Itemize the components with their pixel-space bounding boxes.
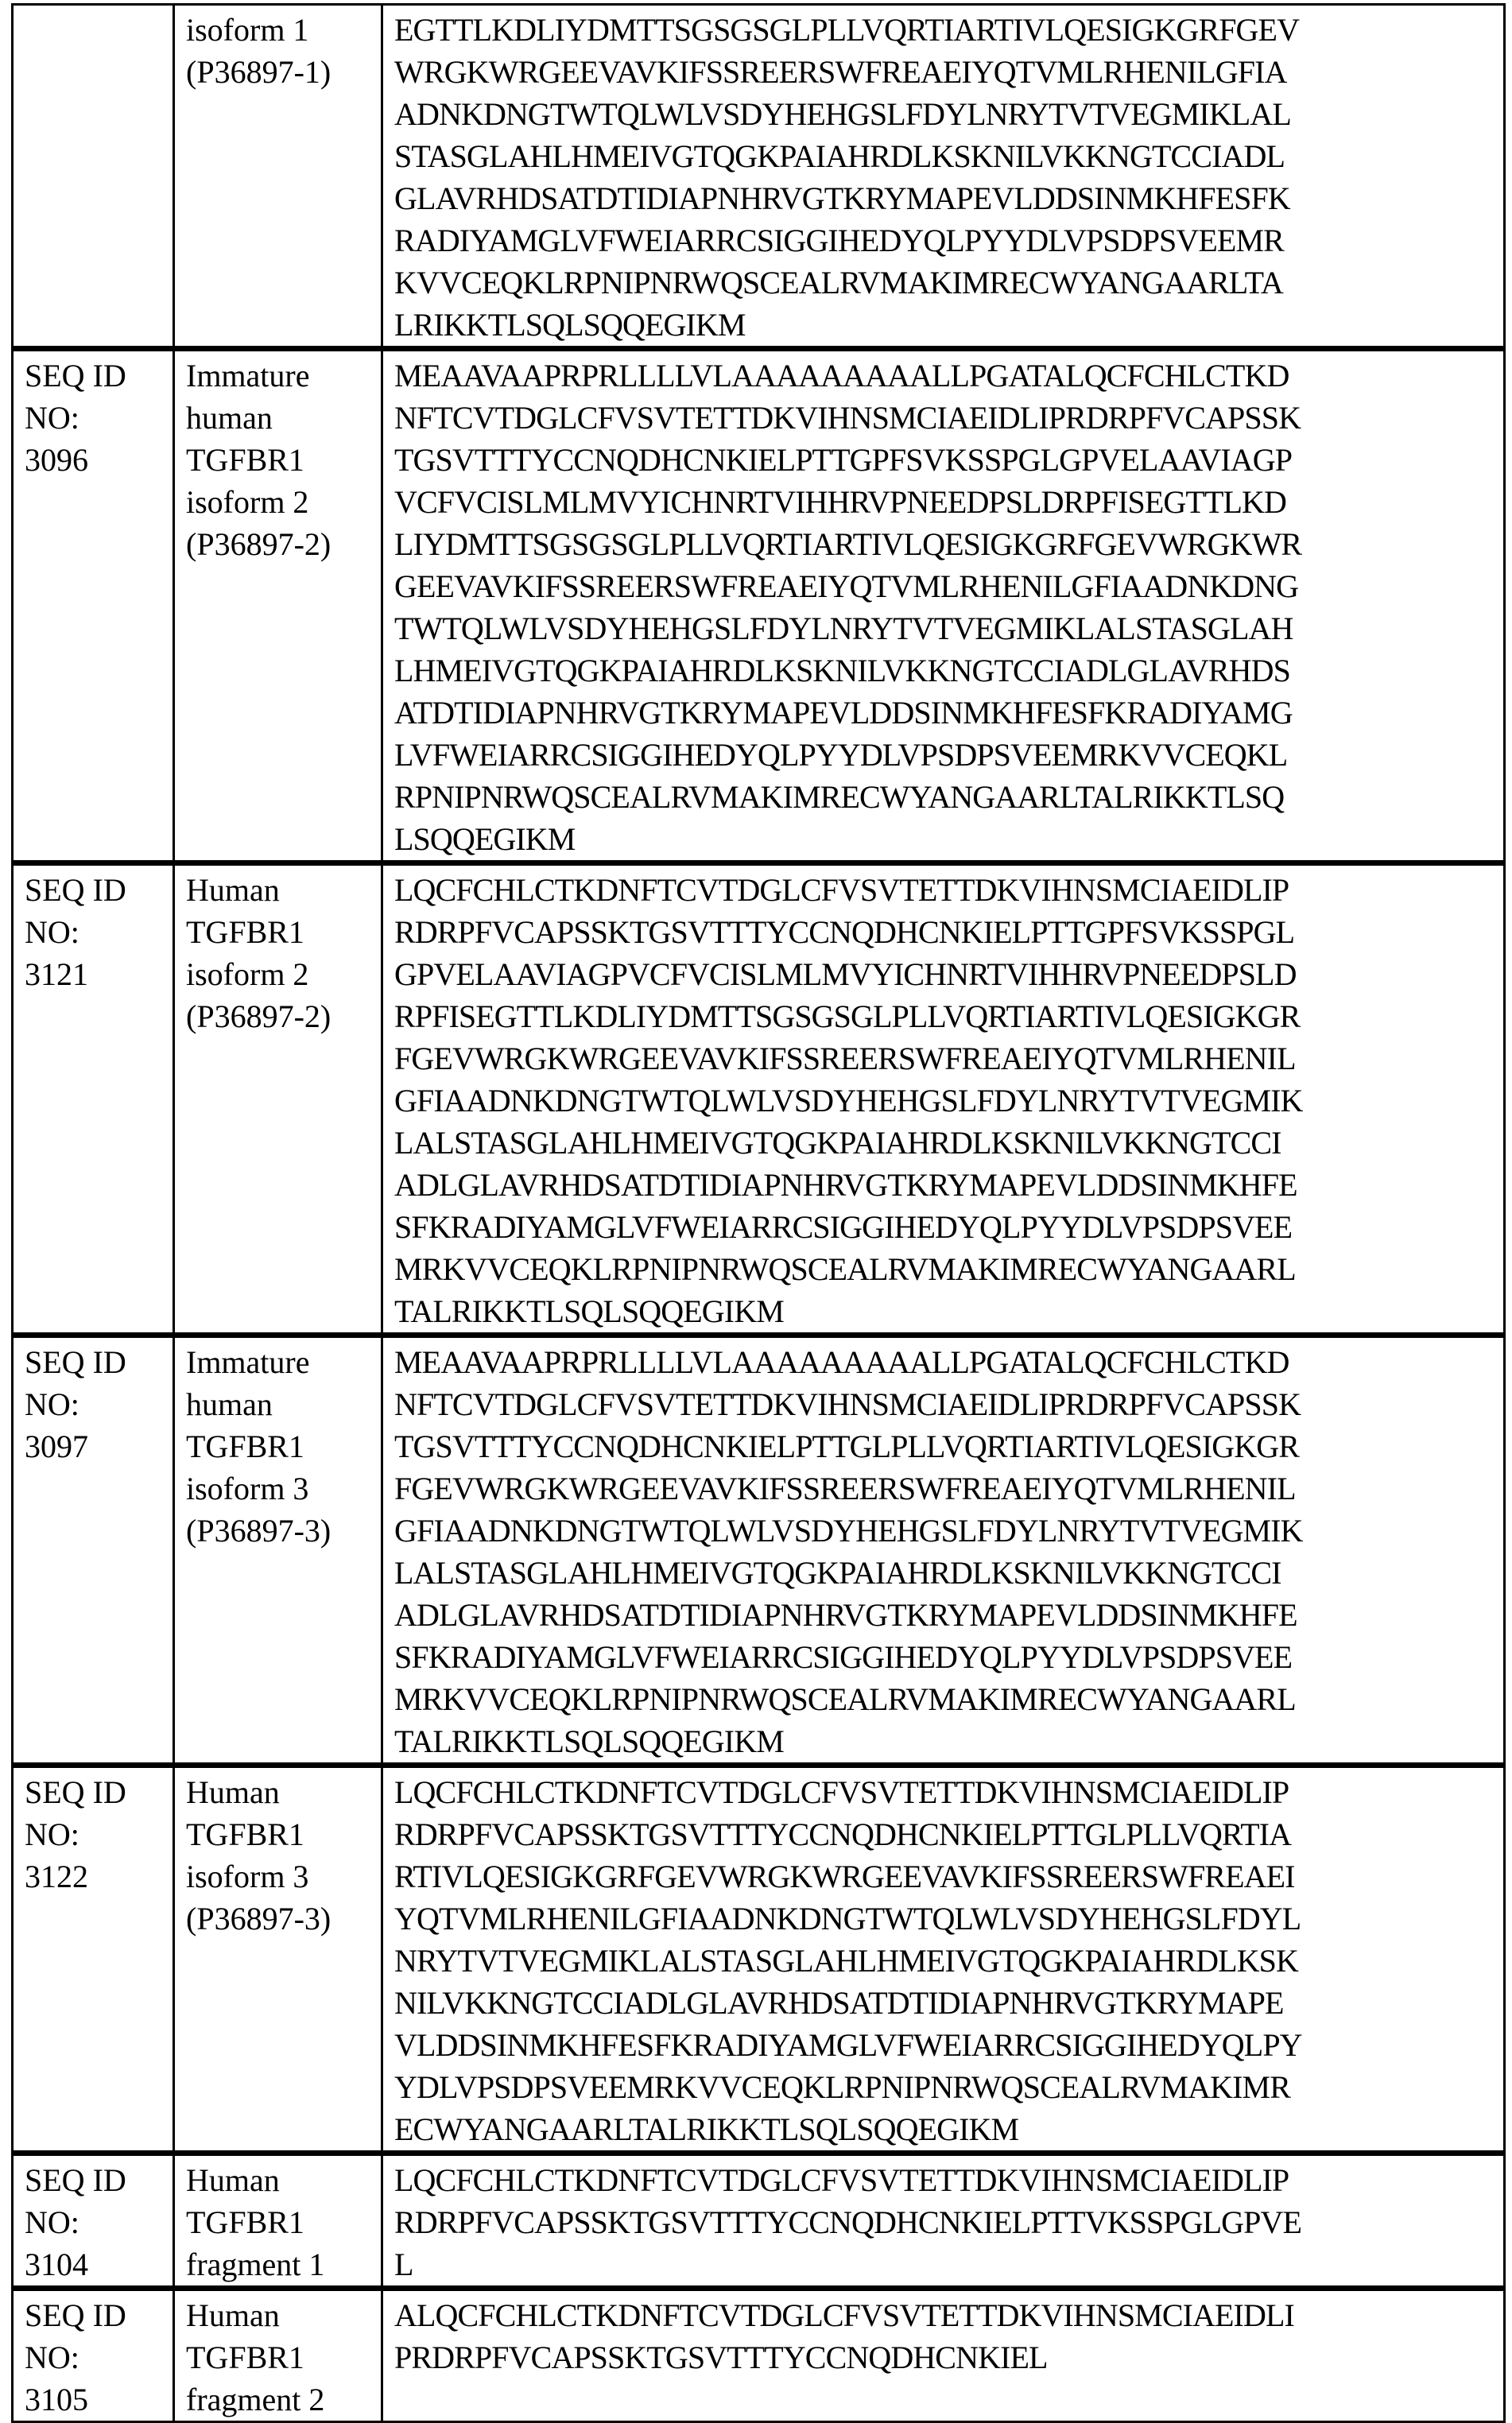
description-line: TGFBR1 [186, 1813, 381, 1855]
seq-id-cell [13, 1336, 174, 1766]
description-line: (P36897-3) [186, 1898, 381, 1940]
sequence-line: TGSVTTTYCCNQDHCNKIELPTTGPFSVKSSPGLGPVELAAVIAGP [394, 439, 1503, 481]
sequence-line: STASGLAHLHMEIVGTQGKPAIAHRDLKSKNILVKKNGTCCIADL [394, 135, 1503, 177]
sequence-line: NILVKKNGTCCIADLGLAVRHDSATDTIDIAPNHRVGTKRYMAPE [394, 1982, 1503, 2024]
seq-id-line: NO: [25, 911, 173, 953]
sequence-line: MEAAVAAPRPRLLLLVLAAAAAAAAALLPGATALQCFCHLCTKD [394, 355, 1503, 397]
seq-id-cell [13, 2289, 174, 2422]
description-line: TGFBR1 [186, 2201, 381, 2243]
seq-id-cell [13, 5, 174, 349]
sequence-table [11, 3, 1506, 2423]
description-line: (P36897-1) [186, 51, 381, 93]
sequence-line: RADIYAMGLVFWEIARRCSIGGIHEDYQLPYYDLVPSDPSVEEMR [394, 219, 1503, 262]
description-line: isoform 3 [186, 1467, 381, 1510]
sequence-line: NFTCVTDGLCFVSVTETTDKVIHNSMCIAEIDLIPRDRPFVCAPSSK [394, 397, 1503, 439]
sequence-line: L [394, 2243, 1503, 2285]
seq-id-line: SEQ ID [25, 355, 173, 397]
seq-id-cell [13, 1766, 174, 2154]
sequence-line: FGEVWRGKWRGEEVAVKIFSSREERSWFREAEIYQTVMLRHENIL [394, 1467, 1503, 1510]
sequence-line: ATDTIDIAPNHRVGTKRYMAPEVLDDSINMKHFESFKRADIYAMG [394, 692, 1503, 734]
sequence-line: EGTTLKDLIYDMTTSGSGSGLPLLVQRTIARTIVLQESIGKGRFGEV [394, 9, 1503, 51]
sequence-line: MEAAVAAPRPRLLLLVLAAAAAAAAALLPGATALQCFCHLCTKD [394, 1341, 1503, 1383]
sequence-line: TALRIKKTLSQLSQQEGIKM [394, 1720, 1503, 1762]
description-line: (P36897-3) [186, 1510, 381, 1552]
sequence-line: LIYDMTTSGSGSGLPLLVQRTIARTIVLQESIGKGRFGEVWRGKWR [394, 523, 1503, 565]
description-line: TGFBR1 [186, 439, 381, 481]
table-row [13, 1766, 1505, 2154]
seq-id-line: NO: [25, 397, 173, 439]
seq-id-line: 3122 [25, 1855, 173, 1898]
description-line: human [186, 1383, 381, 1425]
description-line: human [186, 397, 381, 439]
seq-id-line: 3121 [25, 953, 173, 995]
seq-id-line: 3096 [25, 439, 173, 481]
sequence-line: GFIAADNKDNGTWTQLWLVSDYHEHGSLFDYLNRYTVTVEGMIK [394, 1510, 1503, 1552]
sequence-line: ADLGLAVRHDSATDTIDIAPNHRVGTKRYMAPEVLDDSINMKHFE [394, 1164, 1503, 1206]
seq-id-line: SEQ ID [25, 2159, 173, 2201]
sequence-line: GFIAADNKDNGTWTQLWLVSDYHEHGSLFDYLNRYTVTVEGMIK [394, 1080, 1503, 1122]
sequence-line: RPNIPNRWQSCEALRVMAKIMRECWYANGAARLTALRIKKTLSQ [394, 776, 1503, 818]
seq-id-cell [13, 349, 174, 863]
sequence-line: VLDDSINMKHFESFKRADIYAMGLVFWEIARRCSIGGIHEDYQLPY [394, 2024, 1503, 2066]
seq-id-line: 3105 [25, 2378, 173, 2421]
sequence-line: RDRPFVCAPSSKTGSVTTTYCCNQDHCNKIELPTTGPFSVKSSPGL [394, 911, 1503, 953]
description-line: fragment 2 [186, 2378, 381, 2421]
description-line: isoform 3 [186, 1855, 381, 1898]
description-cell [174, 349, 382, 863]
table-row [13, 5, 1505, 349]
sequence-line: FGEVWRGKWRGEEVAVKIFSSREERSWFREAEIYQTVMLRHENIL [394, 1037, 1503, 1080]
description-line: TGFBR1 [186, 1425, 381, 1467]
seq-id-line: NO: [25, 2201, 173, 2243]
sequence-line: YQTVMLRHENILGFIAADNKDNGTWTQLWLVSDYHEHGSLFDYL [394, 1898, 1503, 1940]
sequence-cell [382, 1766, 1505, 2154]
sequence-line: SFKRADIYAMGLVFWEIARRCSIGGIHEDYQLPYYDLVPSDPSVEE [394, 1636, 1503, 1678]
sequence-line: YDLVPSDPSVEEMRKVVCEQKLRPNIPNRWQSCEALRVMAKIMR [394, 2066, 1503, 2108]
sequence-line: GPVELAAVIAGPVCFVCISLMLMVYICHNRTVIHHRVPNEEDPSLD [394, 953, 1503, 995]
sequence-line: LALSTASGLAHLHMEIVGTQGKPAIAHRDLKSKNILVKKNGTCCI [394, 1122, 1503, 1164]
sequence-line: LRIKKTLSQLSQQEGIKM [394, 304, 1503, 346]
seq-id-line: SEQ ID [25, 1771, 173, 1813]
sequence-line: RDRPFVCAPSSKTGSVTTTYCCNQDHCNKIELPTTGLPLLVQRTIA [394, 1813, 1503, 1855]
sequence-line: GEEVAVKIFSSREERSWFREAEIYQTVMLRHENILGFIAADNKDNG [394, 565, 1503, 607]
description-line: Human [186, 1771, 381, 1813]
sequence-line: ADLGLAVRHDSATDTIDIAPNHRVGTKRYMAPEVLDDSINMKHFE [394, 1594, 1503, 1636]
description-line: isoform 2 [186, 481, 381, 523]
sequence-cell [382, 349, 1505, 863]
seq-id-line: SEQ ID [25, 869, 173, 911]
sequence-line: TGSVTTTYCCNQDHCNKIELPTTGLPLLVQRTIARTIVLQESIGKGR [394, 1425, 1503, 1467]
sequence-line: TALRIKKTLSQLSQQEGIKM [394, 1290, 1503, 1332]
sequence-line: ADNKDNGTWTQLWLVSDYHEHGSLFDYLNRYTVTVEGMIKLAL [394, 93, 1503, 135]
description-line: isoform 1 [186, 9, 381, 51]
sequence-line: GLAVRHDSATDTIDIAPNHRVGTKRYMAPEVLDDSINMKHFESFK [394, 177, 1503, 219]
description-line: TGFBR1 [186, 911, 381, 953]
sequence-cell [382, 863, 1505, 1336]
seq-id-line: NO: [25, 1383, 173, 1425]
table-row [13, 2154, 1505, 2289]
description-line: fragment 1 [186, 2243, 381, 2285]
sequence-line: LHMEIVGTQGKPAIAHRDLKSKNILVKKNGTCCIADLGLAVRHDS [394, 649, 1503, 692]
sequence-line: WRGKWRGEEVAVKIFSSREERSWFREAEIYQTVMLRHENILGFIA [394, 51, 1503, 93]
sequence-table-body [13, 5, 1505, 2422]
sequence-line: MRKVVCEQKLRPNIPNRWQSCEALRVMAKIMRECWYANGAARL [394, 1678, 1503, 1720]
seq-id-line: NO: [25, 1813, 173, 1855]
table-row [13, 863, 1505, 1336]
sequence-line: NRYTVTVEGMIKLALSTASGLAHLHMEIVGTQGKPAIAHRDLKSK [394, 1940, 1503, 1982]
table-row [13, 2289, 1505, 2422]
description-line: Human [186, 869, 381, 911]
sequence-cell [382, 5, 1505, 349]
description-line: Immature [186, 1341, 381, 1383]
description-cell [174, 1766, 382, 2154]
table-row [13, 349, 1505, 863]
seq-id-line: NO: [25, 2336, 173, 2378]
sequence-cell [382, 2154, 1505, 2289]
sequence-line: SFKRADIYAMGLVFWEIARRCSIGGIHEDYQLPYYDLVPSDPSVEE [394, 1206, 1503, 1248]
sequence-cell [382, 1336, 1505, 1766]
sequence-line: LVFWEIARRCSIGGIHEDYQLPYYDLVPSDPSVEEMRKVVCEQKL [394, 734, 1503, 776]
description-cell [174, 2289, 382, 2422]
sequence-line: LQCFCHLCTKDNFTCVTDGLCFVSVTETTDKVIHNSMCIAEIDLIP [394, 2159, 1503, 2201]
seq-id-line: SEQ ID [25, 1341, 173, 1383]
sequence-line: TWTQLWLVSDYHEHGSLFDYLNRYTVTVEGMIKLALSTASGLAH [394, 607, 1503, 649]
seq-id-line: SEQ ID [25, 2294, 173, 2336]
description-line: Human [186, 2159, 381, 2201]
table-row [13, 1336, 1505, 1766]
description-cell [174, 5, 382, 349]
sequence-cell [382, 2289, 1505, 2422]
description-cell [174, 863, 382, 1336]
seq-id-cell [13, 2154, 174, 2289]
sequence-line: ALQCFCHLCTKDNFTCVTDGLCFVSVTETTDKVIHNSMCIAEIDLI [394, 2294, 1503, 2336]
description-line: TGFBR1 [186, 2336, 381, 2378]
sequence-line: MRKVVCEQKLRPNIPNRWQSCEALRVMAKIMRECWYANGAARL [394, 1248, 1503, 1290]
description-line: (P36897-2) [186, 995, 381, 1037]
description-line: (P36897-2) [186, 523, 381, 565]
sequence-line: ECWYANGAARLTALRIKKTLSQLSQQEGIKM [394, 2108, 1503, 2150]
description-line: Human [186, 2294, 381, 2336]
sequence-line: RTIVLQESIGKGRFGEVWRGKWRGEEVAVKIFSSREERSWFREAEI [394, 1855, 1503, 1898]
seq-id-cell [13, 863, 174, 1336]
sequence-line: RPFISEGTTLKDLIYDMTTSGSGSGLPLLVQRTIARTIVLQESIGKGR [394, 995, 1503, 1037]
sequence-line: LQCFCHLCTKDNFTCVTDGLCFVSVTETTDKVIHNSMCIAEIDLIP [394, 1771, 1503, 1813]
sequence-line: PRDRPFVCAPSSKTGSVTTTYCCNQDHCNKIEL [394, 2336, 1503, 2378]
description-line: isoform 2 [186, 953, 381, 995]
sequence-line: LALSTASGLAHLHMEIVGTQGKPAIAHRDLKSKNILVKKNGTCCI [394, 1552, 1503, 1594]
sequence-line: RDRPFVCAPSSKTGSVTTTYCCNQDHCNKIELPTTVKSSPGLGPVE [394, 2201, 1503, 2243]
sequence-line: KVVCEQKLRPNIPNRWQSCEALRVMAKIMRECWYANGAARLTA [394, 262, 1503, 304]
seq-id-line: 3104 [25, 2243, 173, 2285]
sequence-line: LQCFCHLCTKDNFTCVTDGLCFVSVTETTDKVIHNSMCIAEIDLIP [394, 869, 1503, 911]
sequence-line: LSQQEGIKM [394, 818, 1503, 860]
sequence-line: NFTCVTDGLCFVSVTETTDKVIHNSMCIAEIDLIPRDRPFVCAPSSK [394, 1383, 1503, 1425]
sequence-line: VCFVCISLMLMVYICHNRTVIHHRVPNEEDPSLDRPFISEGTTLKD [394, 481, 1503, 523]
description-cell [174, 2154, 382, 2289]
description-cell [174, 1336, 382, 1766]
seq-id-line: 3097 [25, 1425, 173, 1467]
description-line: Immature [186, 355, 381, 397]
